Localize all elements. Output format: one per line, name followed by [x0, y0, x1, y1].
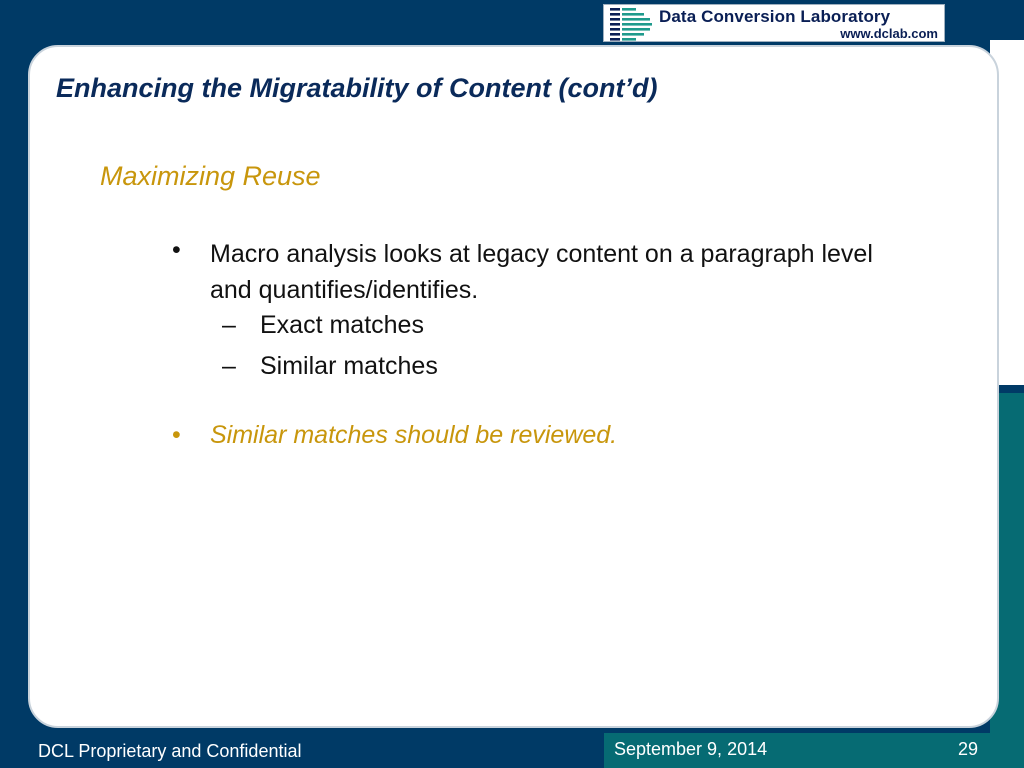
- logo-url: www.dclab.com: [840, 26, 938, 41]
- bullet-dot-icon: •: [172, 421, 181, 449]
- footer-right: [604, 733, 1024, 768]
- sub-bullet-text: Similar matches: [260, 352, 438, 380]
- slide-card: [28, 45, 999, 728]
- slide-title: Enhancing the Migratability of Content (cont’d): [56, 73, 658, 103]
- dash-icon: –: [222, 311, 236, 339]
- bullet-dot-icon: •: [172, 236, 181, 264]
- bullet-text: Macro analysis looks at legacy content on a paragraph level and quantifies/identifies.: [210, 240, 873, 304]
- page-number: 29: [957, 739, 978, 759]
- slide-subtitle: Maximizing Reuse: [100, 161, 321, 191]
- footer-left: [0, 738, 604, 768]
- footer-confidential: DCL Proprietary and Confidential: [38, 741, 302, 761]
- logo-title: Data Conversion Laboratory: [659, 7, 891, 26]
- bullet-text: Similar matches should be reviewed.: [210, 421, 618, 449]
- sub-bullet-text: Exact matches: [260, 311, 424, 339]
- company-logo: [603, 4, 945, 42]
- dash-icon: –: [222, 352, 236, 380]
- footer-date: September 9, 2014: [614, 739, 768, 759]
- logo-mark-icon: [610, 7, 656, 41]
